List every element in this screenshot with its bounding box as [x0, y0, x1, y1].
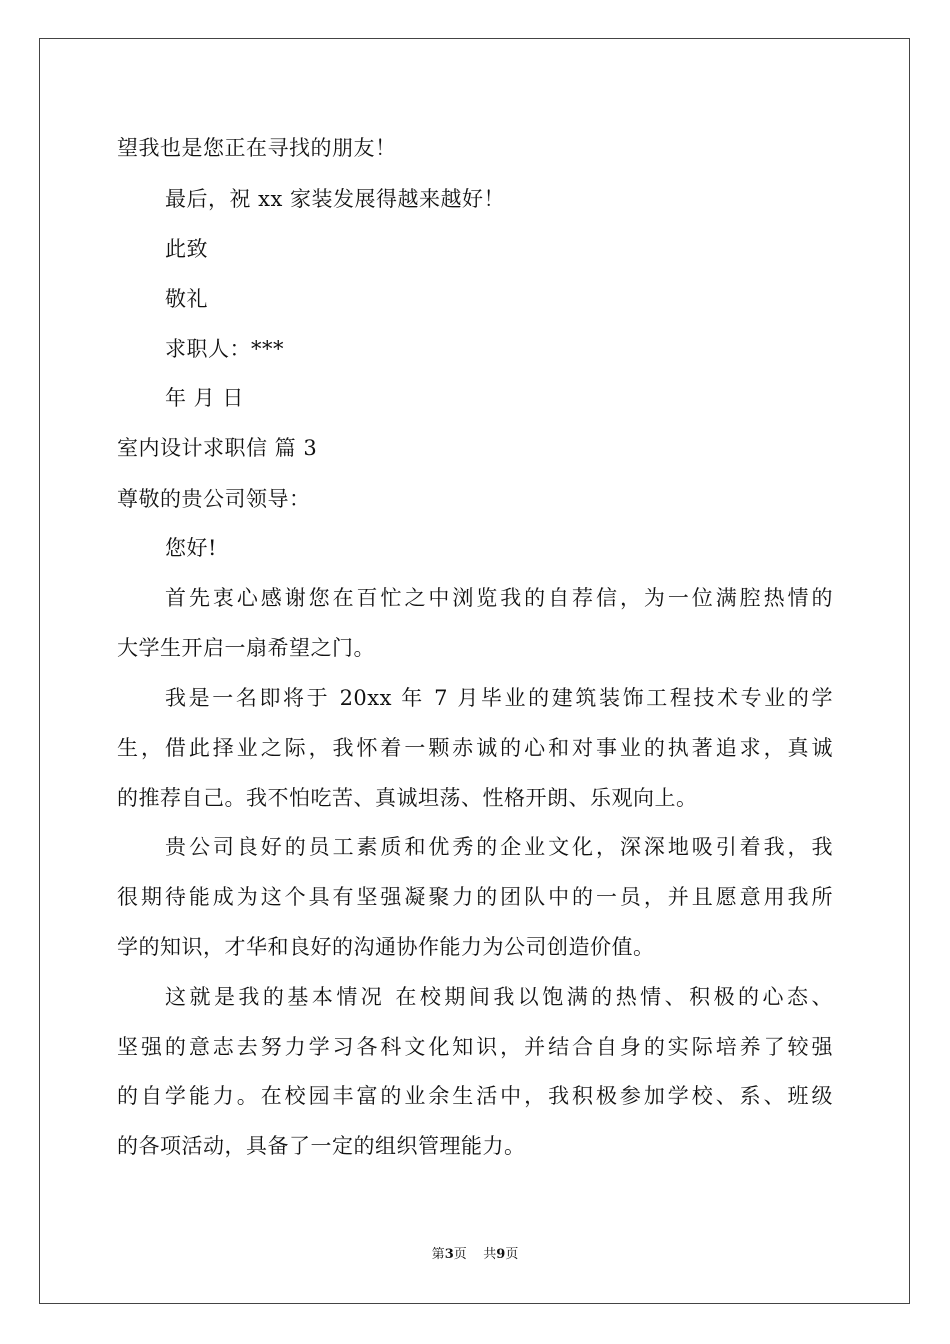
text-line: 坚强的意志去努力学习各科文化知识，并结合自身的实际培养了较强 — [117, 1035, 833, 1059]
text-line: 敬礼 — [165, 287, 208, 311]
footer-page-current: 3 — [444, 1247, 454, 1262]
text-line: 望我也是您正在寻找的朋友！ — [117, 136, 397, 160]
text-line: 的自学能力。在校园丰富的业余生活中，我积极参加学校、系、班级 — [117, 1084, 833, 1108]
text-line: 此致 — [165, 237, 208, 261]
section-heading: 室内设计求职信 篇 3 — [117, 436, 318, 460]
page-footer — [0, 1246, 950, 1264]
footer-page-prefix: 第 — [431, 1247, 445, 1262]
text-line: 求职人：*** — [165, 337, 284, 361]
text-line: 年 月 日 — [165, 386, 244, 410]
text-line: 我是一名即将于 20xx 年 7 月毕业的建筑装饰工程技术专业的学 — [165, 686, 833, 710]
text-line: 贵公司良好的员工素质和优秀的企业文化，深深地吸引着我，我 — [165, 835, 833, 859]
text-line: 的各项活动，具备了一定的组织管理能力。 — [117, 1134, 526, 1158]
text-line: 大学生开启一扇希望之门。 — [117, 636, 375, 660]
text-line: 首先衷心感谢您在百忙之中浏览我的自荐信，为一位满腔热情的 — [165, 586, 833, 610]
salutation: 尊敬的贵公司领导： — [117, 487, 311, 511]
text-line: 学的知识，才华和良好的沟通协作能力为公司创造价值。 — [117, 935, 655, 959]
text-line: 您好! — [165, 536, 217, 560]
footer-page-suffix: 页 — [505, 1247, 519, 1262]
text-line: 最后，祝 xx 家装发展得越来越好！ — [165, 187, 506, 211]
footer-page-mid: 页 共 — [453, 1247, 497, 1262]
text-line: 很期待能成为这个具有坚强凝聚力的团队中的一员，并且愿意用我所 — [117, 885, 833, 909]
text-line: 生，借此择业之际，我怀着一颗赤诚的心和对事业的执著追求，真诚 — [117, 736, 833, 760]
page-border — [39, 38, 910, 1304]
footer-page-total: 9 — [496, 1247, 506, 1262]
text-line: 的推荐自己。我不怕吃苦、真诚坦荡、性格开朗、乐观向上。 — [117, 786, 698, 810]
text-line: 这就是我的基本情况 在校期间我以饱满的热情、积极的心态、 — [165, 985, 833, 1009]
